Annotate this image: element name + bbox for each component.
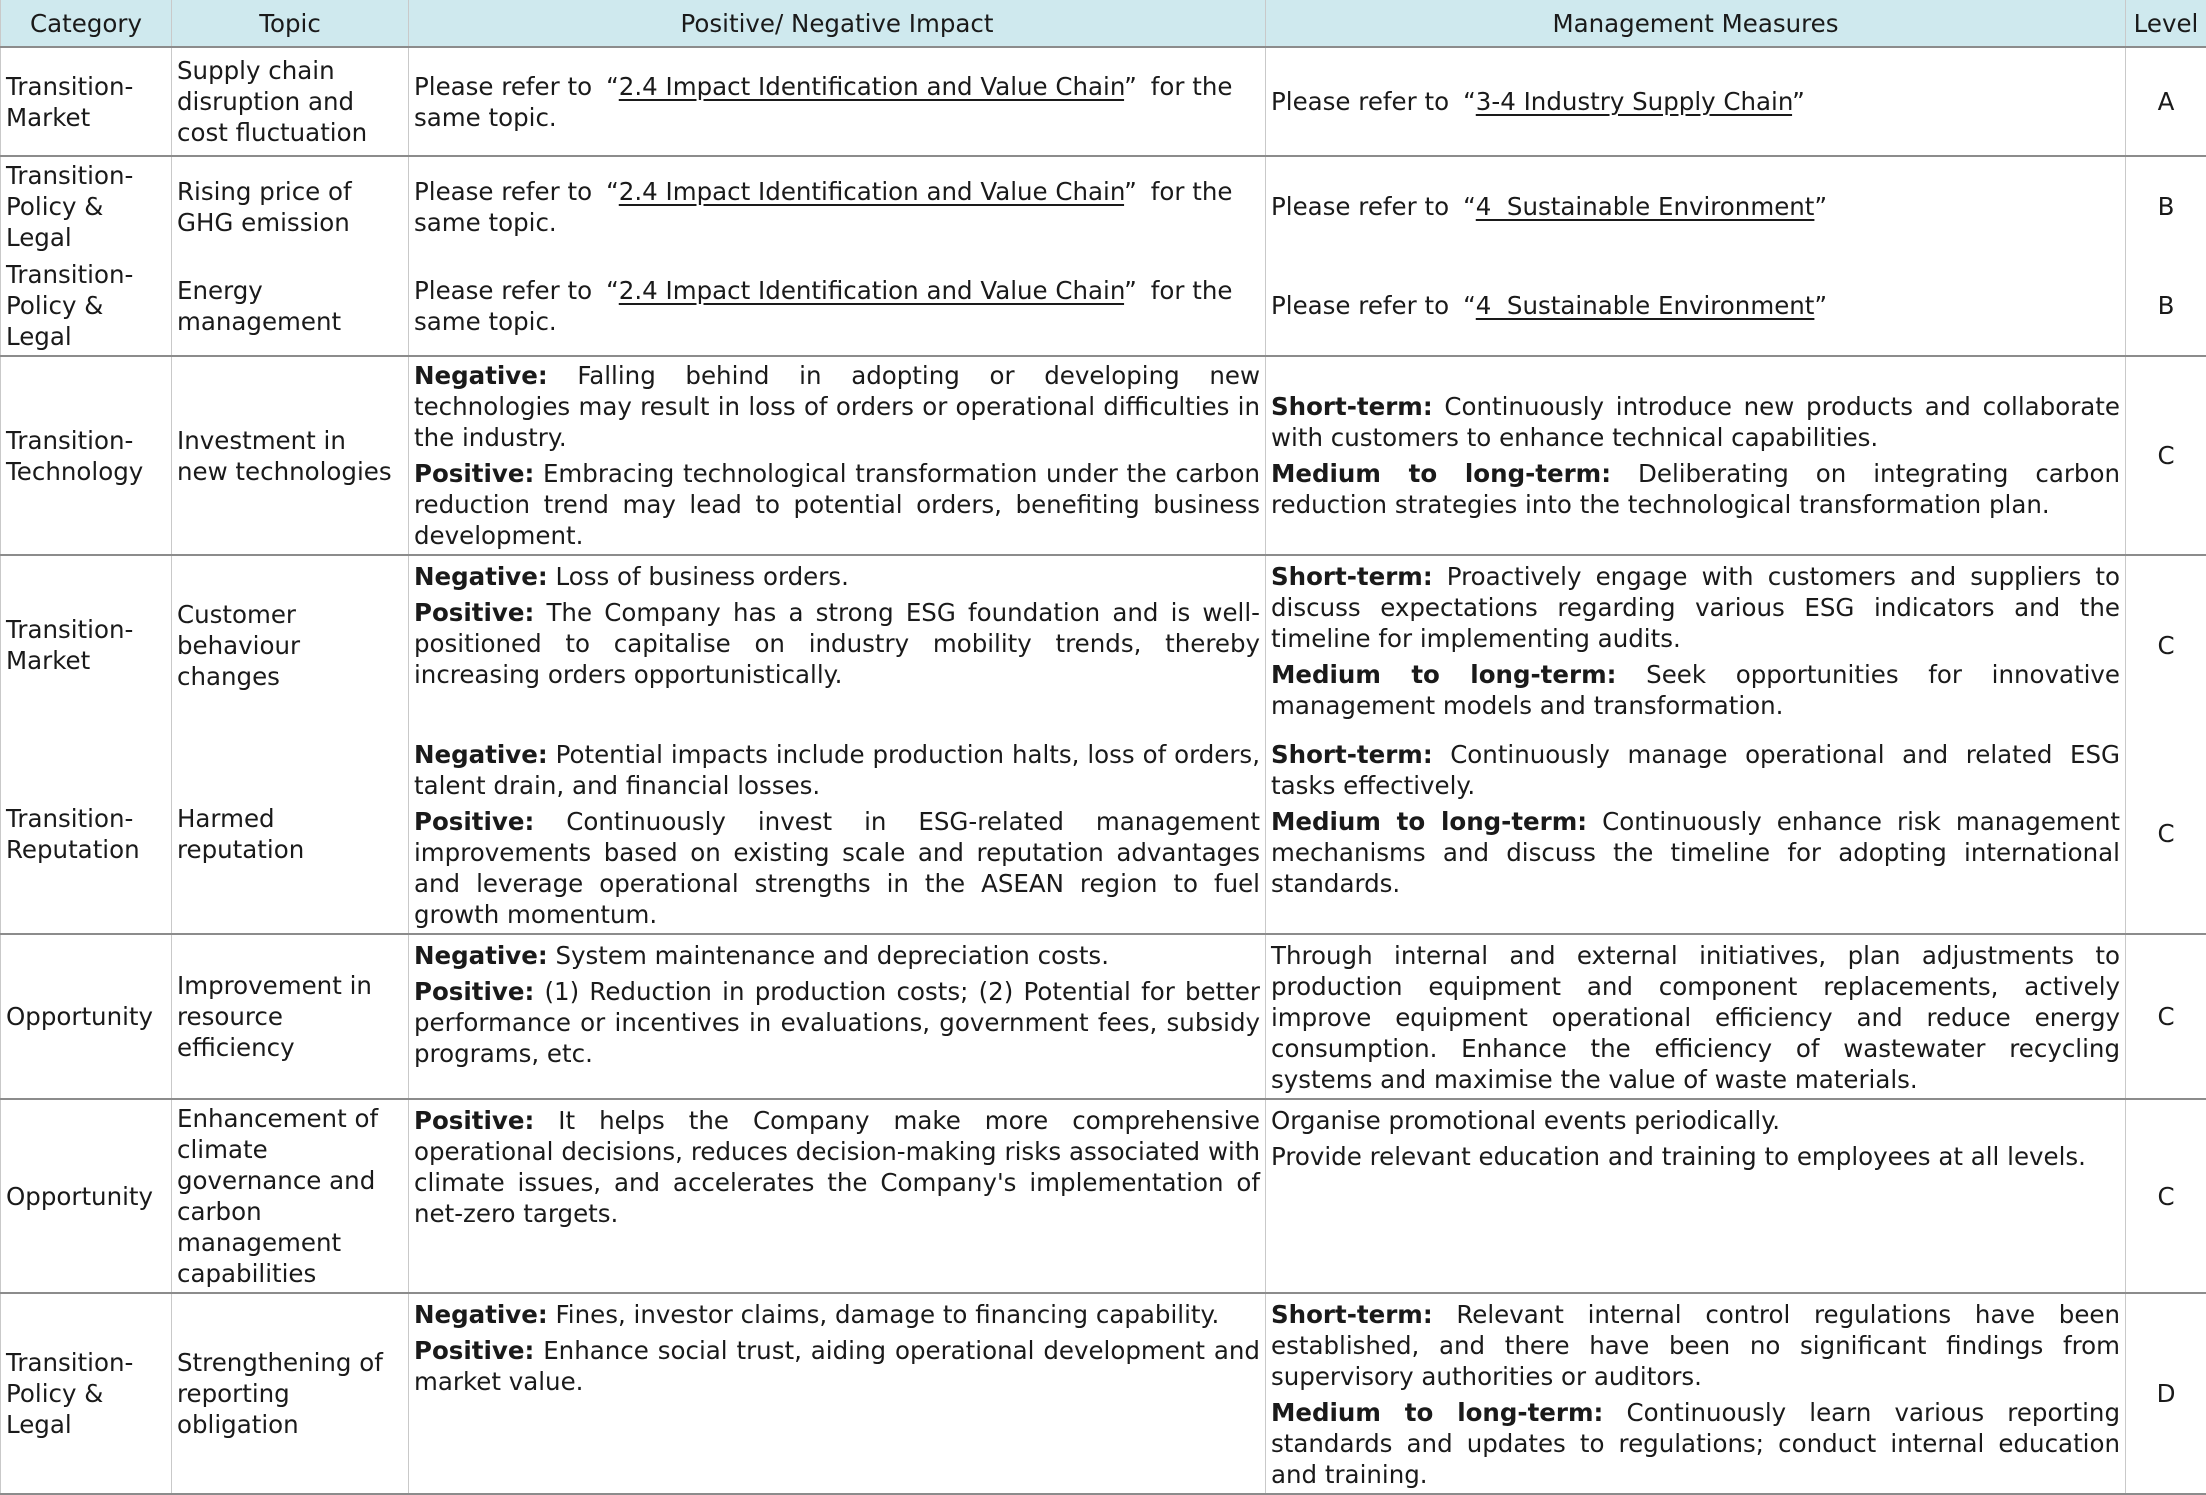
measures-reference-link[interactable]: 4 Sustainable Environment bbox=[1476, 291, 1815, 320]
header-impact: Positive/ Negative Impact bbox=[409, 0, 1266, 47]
medium-term-measure: Medium to long-term: Continuously learn various reporting standards and updates to regulations; conduct internal education and training. bbox=[1271, 1397, 2120, 1490]
impact-suffix: for the same topic. bbox=[414, 72, 1232, 132]
cell-category: Transition-Policy & Legal bbox=[1, 1293, 172, 1494]
cell-impact bbox=[409, 555, 1266, 734]
impact-reference-link[interactable]: 2.4 Impact Identification and Value Chain bbox=[619, 276, 1124, 305]
cell-impact bbox=[409, 356, 1266, 555]
cell-impact bbox=[409, 734, 1266, 934]
cell-level: B bbox=[2126, 256, 2206, 356]
measures-prefix: Please refer to bbox=[1271, 192, 1449, 221]
table-row bbox=[1, 47, 2206, 156]
measures-reference-link[interactable]: 3-4 Industry Supply Chain bbox=[1476, 87, 1792, 116]
cell-measures bbox=[1266, 734, 2126, 934]
table-row bbox=[1, 934, 2206, 1099]
cell-topic: Supply chain disruption and cost fluctuation bbox=[172, 47, 409, 156]
cell-topic: Harmed reputation bbox=[172, 734, 409, 934]
header-category: Category bbox=[1, 0, 172, 47]
cell-level: C bbox=[2126, 1099, 2206, 1293]
medium-term-measure: Medium to long-term: Continuously enhance risk management mechanisms and discuss the timeline for adopting international standards. bbox=[1271, 806, 2120, 899]
cell-category: Transition-Market bbox=[1, 555, 172, 734]
short-term-measure: Short-term: Proactively engage with customers and suppliers to discuss expectations regarding various ESG indicators and the timeline for implementing audits. bbox=[1271, 561, 2120, 654]
measures-reference-link[interactable]: 4 Sustainable Environment bbox=[1476, 192, 1815, 221]
medium-term-measure: Medium to long-term: Seek opportunities for innovative management models and transformation. bbox=[1271, 659, 2120, 721]
impact-prefix: Please refer to bbox=[414, 72, 592, 101]
impact-suffix: for the same topic. bbox=[414, 177, 1232, 237]
short-term-measure: Short-term: Continuously introduce new products and collaborate with customers to enhance technical capabilities. bbox=[1271, 391, 2120, 453]
header-level: Level bbox=[2126, 0, 2206, 47]
table-row bbox=[1, 734, 2206, 934]
measures-prefix: Please refer to bbox=[1271, 87, 1449, 116]
cell-measures bbox=[1266, 356, 2126, 555]
cell-measures bbox=[1266, 555, 2126, 734]
measures-prefix: Please refer to bbox=[1271, 291, 1449, 320]
table-row bbox=[1, 156, 2206, 256]
impact-suffix: for the same topic. bbox=[414, 276, 1232, 336]
impact-reference-link[interactable]: 2.4 Impact Identification and Value Chain bbox=[619, 177, 1124, 206]
cell-topic: Improvement in resource efficiency bbox=[172, 934, 409, 1099]
medium-term-measure: Medium to long-term: Deliberating on integrating carbon reduction strategies into the technological transformation plan. bbox=[1271, 458, 2120, 520]
positive-impact: Positive: It helps the Company make more comprehensive operational decisions, reduces decision-making risks associated with climate issues, and accelerates the Company's implementation of net-zero targets. bbox=[414, 1105, 1260, 1229]
negative-impact: Negative: Fines, investor claims, damage to financing capability. bbox=[414, 1299, 1260, 1330]
negative-impact: Negative: Potential impacts include production halts, loss of orders, talent drain, and financial losses. bbox=[414, 739, 1260, 801]
header-measures: Management Measures bbox=[1266, 0, 2126, 47]
cell-level: C bbox=[2126, 934, 2206, 1099]
positive-impact: Positive: Enhance social trust, aiding operational development and market value. bbox=[414, 1335, 1260, 1397]
cell-impact bbox=[409, 1293, 1266, 1494]
table-row bbox=[1, 356, 2206, 555]
negative-impact: Negative: System maintenance and depreciation costs. bbox=[414, 940, 1260, 971]
positive-impact: Positive: (1) Reduction in production costs; (2) Potential for better performance or incentives in evaluations, government fees, subsidy programs, etc. bbox=[414, 976, 1260, 1069]
cell-level: A bbox=[2126, 47, 2206, 156]
cell-category: Transition-Technology bbox=[1, 356, 172, 555]
positive-impact: Positive: The Company has a strong ESG foundation and is well-positioned to capitalise on industry mobility trends, thereby increasing orders opportunistically. bbox=[414, 597, 1260, 690]
cell-topic: Strengthening of reporting obligation bbox=[172, 1293, 409, 1494]
cell-topic: Enhancement of climate governance and carbon management capabilities bbox=[172, 1099, 409, 1293]
cell-level: B bbox=[2126, 156, 2206, 256]
cell-measures bbox=[1266, 1099, 2126, 1293]
impact-reference-link[interactable]: 2.4 Impact Identification and Value Chain bbox=[619, 72, 1124, 101]
cell-measures bbox=[1266, 1293, 2126, 1494]
negative-impact: Negative: Loss of business orders. bbox=[414, 561, 1260, 592]
table-row bbox=[1, 555, 2206, 734]
cell-topic: Investment in new technologies bbox=[172, 356, 409, 555]
cell-measures: Please refer to “4 Sustainable Environment” bbox=[1266, 256, 2126, 356]
table-row bbox=[1, 1099, 2206, 1293]
cell-impact bbox=[409, 934, 1266, 1099]
cell-level: C bbox=[2126, 555, 2206, 734]
cell-measures: Please refer to “3-4 Industry Supply Chain” bbox=[1266, 47, 2126, 156]
table-row bbox=[1, 256, 2206, 356]
impact-prefix: Please refer to bbox=[414, 276, 592, 305]
cell-category: Transition-Market bbox=[1, 47, 172, 156]
cell-topic: Rising price of GHG emission bbox=[172, 156, 409, 256]
header-topic: Topic bbox=[172, 0, 409, 47]
short-term-measure: Short-term: Relevant internal control regulations have been established, and there have been no significant findings from supervisory authorities or auditors. bbox=[1271, 1299, 2120, 1392]
cell-impact bbox=[409, 1099, 1266, 1293]
cell-impact: Please refer to “2.4 Impact Identification and Value Chain” for the same topic. bbox=[409, 47, 1266, 156]
cell-category: Opportunity bbox=[1, 934, 172, 1099]
cell-measures: Please refer to “4 Sustainable Environment” bbox=[1266, 156, 2126, 256]
measures-item: Provide relevant education and training to employees at all levels. bbox=[1271, 1141, 2120, 1172]
cell-topic: Energy management bbox=[172, 256, 409, 356]
header-row bbox=[1, 0, 2206, 47]
cell-category: Transition-Policy & Legal bbox=[1, 156, 172, 256]
measures-text: Through internal and external initiatives, plan adjustments to production equipment and component replacements, actively improve equipment operational efficiency and reduce energy consumption. Enhance the efficiency of wastewater recycling systems and maximise the value of waste materials. bbox=[1271, 940, 2120, 1095]
positive-impact: Positive: Continuously invest in ESG-related management improvements based on existing scale and reputation advantages and leverage operational strengths in the ASEAN region to fuel growth momentum. bbox=[414, 806, 1260, 930]
positive-impact: Positive: Embracing technological transformation under the carbon reduction trend may lead to potential orders, benefiting business development. bbox=[414, 458, 1260, 551]
cell-measures bbox=[1266, 934, 2126, 1099]
cell-topic: Customer behaviour changes bbox=[172, 555, 409, 734]
cell-impact: Please refer to “2.4 Impact Identification and Value Chain” for the same topic. bbox=[409, 156, 1266, 256]
cell-category: Transition-Reputation bbox=[1, 734, 172, 934]
cell-category: Opportunity bbox=[1, 1099, 172, 1293]
measures-item: Organise promotional events periodically. bbox=[1271, 1105, 2120, 1136]
table-row bbox=[1, 1293, 2206, 1494]
cell-level: D bbox=[2126, 1293, 2206, 1494]
cell-category: Transition-Policy & Legal bbox=[1, 256, 172, 356]
impact-prefix: Please refer to bbox=[414, 177, 592, 206]
cell-impact: Please refer to “2.4 Impact Identification and Value Chain” for the same topic. bbox=[409, 256, 1266, 356]
short-term-measure: Short-term: Continuously manage operational and related ESG tasks effectively. bbox=[1271, 739, 2120, 801]
cell-level: C bbox=[2126, 356, 2206, 555]
cell-level: C bbox=[2126, 734, 2206, 934]
negative-impact: Negative: Falling behind in adopting or developing new technologies may result in loss of orders or operational difficulties in the industry. bbox=[414, 360, 1260, 453]
